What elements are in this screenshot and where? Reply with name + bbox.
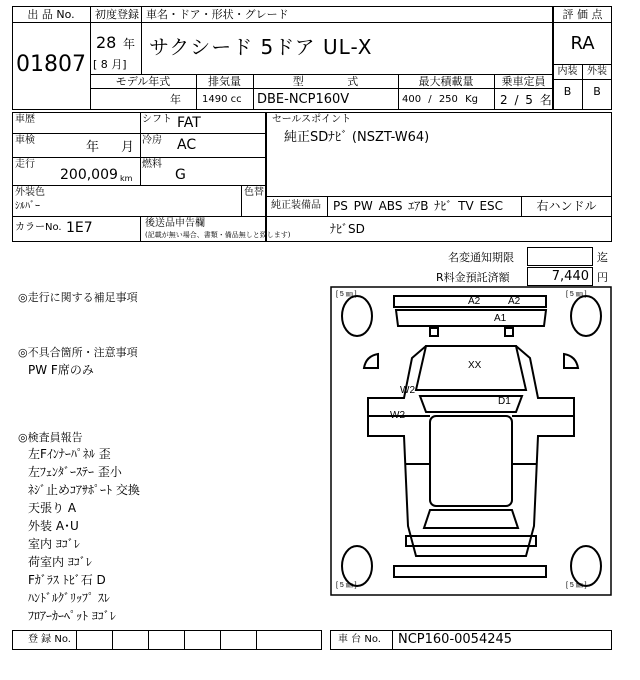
- rear-step: [394, 566, 546, 577]
- inspector-item: 室内 ﾖｺﾞﾚ: [28, 537, 80, 551]
- name-change-box: [527, 247, 593, 266]
- divider: [220, 630, 221, 650]
- defect-title: ◎不具合箇所・注意事項: [18, 346, 138, 359]
- fuel-label: 燃料: [142, 159, 162, 170]
- divider: [148, 630, 149, 650]
- tire-front-right: [571, 296, 601, 336]
- fender-right: [564, 354, 578, 368]
- reg-year: 28: [96, 33, 117, 52]
- steering-value: 右ハンドル: [536, 199, 597, 213]
- divider: [256, 630, 257, 650]
- diagram-frame: [331, 287, 611, 595]
- recycle-suffix: 円: [597, 271, 608, 284]
- type-label: 型 式: [292, 75, 359, 88]
- recycle-value: 7,440: [551, 269, 589, 284]
- color-no-label: カラーNo.: [15, 222, 62, 233]
- divider: [12, 157, 266, 158]
- divider: [112, 630, 113, 650]
- outer-color-value: ｼﾙﾊﾞｰ: [15, 201, 40, 212]
- roof: [430, 416, 512, 506]
- tire-front-left: [342, 296, 372, 336]
- name-change-label: 名変通知期限: [448, 251, 514, 264]
- divider: [266, 216, 612, 217]
- shift-value: FAT: [177, 115, 201, 131]
- chassis-value: NCP160-0054245: [398, 632, 513, 647]
- recolor-label: 色替: [244, 187, 264, 198]
- mark-a2-left: A2: [468, 296, 481, 307]
- interior-label: 内装: [557, 66, 578, 77]
- ac-value: AC: [177, 137, 197, 153]
- eval-label: 評 価 点: [562, 8, 603, 21]
- car-outline-svg: [330, 286, 612, 596]
- divider: [141, 6, 142, 22]
- type-value: DBE-NCP160V: [257, 92, 350, 107]
- headlight-left: [430, 328, 438, 336]
- eval-score: RA: [570, 33, 595, 54]
- mileage-label: 走行: [15, 159, 35, 170]
- divider: [12, 216, 266, 217]
- recycle-label: R料金預託済額: [436, 271, 510, 284]
- docs-note: (記載が無い場合、書類・備品無しと致します): [145, 231, 291, 239]
- inspector-title: ◎検査員報告: [18, 431, 83, 444]
- lot-number: 01807: [16, 52, 86, 77]
- reg-year-unit: 年: [123, 37, 136, 51]
- divider: [553, 22, 612, 23]
- tire-rear-left: [342, 546, 372, 586]
- mark-a1: A1: [494, 313, 507, 324]
- divider: [140, 112, 141, 185]
- inspector-item: 外装 A･U: [28, 519, 79, 533]
- docs-label: 後送品申告欄: [145, 218, 205, 229]
- equipment-label: 純正装備品: [271, 200, 321, 211]
- inspection-month-unit: 月: [121, 140, 135, 155]
- divider: [392, 630, 393, 650]
- displacement-value: 1490 cc: [202, 94, 242, 105]
- mark-d1: D1: [498, 396, 511, 407]
- rear-bumper: [406, 536, 536, 546]
- inspector-item: ﾊﾝﾄﾞﾙｸﾞﾘｯﾌﾟ ｽﾚ: [28, 591, 110, 605]
- docs-value: ﾅﾋﾞSD: [330, 222, 365, 236]
- inspector-item: 天張り A: [28, 501, 77, 515]
- defect-item: PW F席のみ: [28, 363, 94, 377]
- mileage-value: 200,009: [60, 167, 118, 183]
- divider: [141, 22, 142, 74]
- mark-w2-upper: W2: [400, 385, 415, 396]
- divider: [90, 22, 553, 23]
- tire-rear-right: [571, 546, 601, 586]
- inspector-item: 左Fｲﾝﾅｰﾊﾟﾈﾙ 歪: [28, 447, 111, 461]
- name-change-suffix: 迄: [597, 251, 608, 264]
- car-damage-diagram: [330, 286, 612, 596]
- exterior-label: 外装: [587, 66, 607, 77]
- reg-month: [ 8 月]: [93, 58, 127, 71]
- model-year-label: モデル年式: [115, 75, 171, 88]
- inspector-item: ﾈｼﾞ止めｺｱｻﾎﾟｰﾄ 交換: [28, 483, 140, 497]
- driving-title: ◎走行に関する補足事項: [18, 291, 138, 304]
- divider: [266, 196, 612, 197]
- color-no-value: 1E7: [66, 220, 93, 236]
- tire-label-tl: [ 5 ㎜ ]: [336, 291, 357, 298]
- tire-label-br: [ 5 ㎜ ]: [566, 582, 587, 589]
- inspection-year-unit: 年: [86, 140, 100, 155]
- divider: [76, 630, 77, 650]
- divider: [140, 216, 141, 242]
- interior-grade: B: [563, 85, 572, 98]
- divider: [90, 88, 553, 89]
- headlight-right: [505, 328, 513, 336]
- divider: [12, 22, 90, 23]
- divider: [241, 185, 242, 216]
- divider: [12, 133, 266, 134]
- capacity-value: 2 / 5 名: [500, 93, 552, 107]
- rear-window: [424, 510, 518, 528]
- divider: [184, 630, 185, 650]
- ac-label: 冷房: [142, 135, 162, 146]
- inspector-item: Fｶﾞﾗｽ ﾄﾋﾞ石 D: [28, 573, 106, 587]
- divider: [327, 196, 328, 216]
- inspector-item: 荷室内 ﾖｺﾞﾚ: [28, 555, 92, 569]
- mark-xx: XX: [468, 360, 482, 371]
- sales-point: 純正SDﾅﾋﾞ (NSZT-W64): [284, 130, 430, 145]
- equipment-value: PS PW ABS ｴｱB ﾅﾋﾞ TV ESC: [333, 199, 504, 213]
- max-load-label: 最大積載量: [418, 75, 474, 88]
- exterior-grade: B: [593, 85, 601, 98]
- front-grille: [396, 310, 546, 326]
- inspection-label: 車検: [15, 135, 35, 146]
- car-desc-label: 車名・ドア・形状・グレード: [146, 8, 289, 21]
- reg-no-label: 登 録 No.: [28, 634, 71, 645]
- tire-label-bl: [ 5 ㎜ ]: [336, 582, 357, 589]
- mileage-unit: km: [120, 174, 133, 183]
- divider: [12, 185, 266, 186]
- model-year-unit: 年: [170, 93, 181, 106]
- outer-color-label: 外装色: [15, 187, 45, 198]
- car-name: サクシード 5ドア UL-X: [149, 35, 373, 59]
- body-outline: [368, 346, 574, 556]
- inspector-item: 左ﾌｪﾝﾀﾞｰｽﾃｰ 歪小: [28, 465, 122, 479]
- displacement-label: 排気量: [208, 75, 241, 88]
- tire-label-tr: [ 5 ㎜ ]: [566, 291, 587, 298]
- first-reg-label: 初度登録: [95, 8, 139, 21]
- history-label: 車歴: [15, 114, 35, 125]
- capacity-label: 乗車定員: [501, 75, 546, 88]
- mark-a2-right: A2: [508, 296, 521, 307]
- sales-title: セールスポイント: [272, 114, 352, 125]
- fender-left: [364, 354, 378, 368]
- mark-w2-lower: W2: [390, 410, 405, 421]
- chassis-label: 車 台 No.: [338, 634, 381, 645]
- fuel-value: G: [175, 167, 186, 183]
- max-load-value: 400 / 250 Kg: [402, 94, 478, 105]
- inspector-item: ﾌﾛｱｰｶｰﾍﾟｯﾄ ﾖｺﾞﾚ: [28, 609, 116, 623]
- shift-label: シフト: [142, 114, 172, 125]
- lot-label: 出 品 No.: [27, 8, 75, 21]
